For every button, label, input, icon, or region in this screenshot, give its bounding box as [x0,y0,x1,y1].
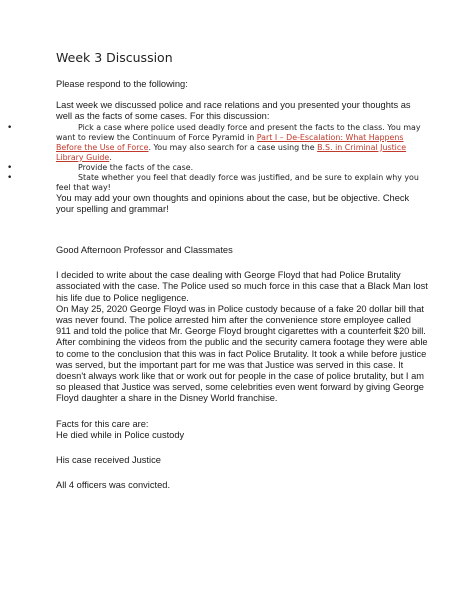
instruction-list [7,122,428,193]
bullet-icon: • [7,162,13,173]
prompt-text: Last week we discussed police and race relations and you presented your thoughts as well as the facts of some cases. For this discussion: [56,100,411,122]
library-guide-link[interactable]: B.S. in Criminal Justice Library Guide [56,142,407,162]
fact-item: He died while in Police custody [56,429,185,440]
paragraph-intro: I decided to write about the case dealing with George Floyd that had Police Brutality associated with the case. The Police used so much force in this case that a Black Man lost his life due to Police negligence. [56,270,428,303]
closing-instruction: You may add your own thoughts and opinions about the case, but be objective. Check your spelling and grammar! [56,192,410,214]
list-item: • State whether you feel that deadly force was justified, and be sure to explain why you feel that way! [7,172,419,192]
bullet-icon: • [7,122,13,133]
paragraph-facts: On May 25, 2020 George Floyd was in Police custody because of a fake 20 dollar bill that was never found. The police arrested him after the convenience store employee called 911 and told the police that Mr. George Floyd brought cigarettes with a counterfeit $20 bill. After combining the videos from the public and the security camera footage they were able to come to the conclusion that this was in fact Police Brutality. It took a while before justice was served, but the important part for me was that Justice was served in this case. It doesn't always work like that or work out for people in the case of police brutality, but I am so pleased that Justice was served, some celebrities even went forward by giving George Floyd daughter a share in the Disney World franchise. [56,303,428,404]
intro-text: Please respond to the following: [56,79,188,89]
list-item: • Pick a case where police used deadly force and present the facts to the class. You may want to review the Continuum of Force Pyramid in Part I – De-Escalation: What Happens Before the Use of Force. You may also search for a case using the B.S. in Criminal Justice Library Guide. [7,122,421,162]
list-item: • Provide the facts of the case. [7,162,194,173]
fact-item: All 4 officers was convicted. [56,480,171,491]
bullet-icon: • [7,172,13,183]
page-title: Week 3 Discussion [56,50,173,65]
facts-heading: Facts for this care are: [56,418,149,429]
de-escalation-link[interactable]: Part I – De-Escalation: What Happens Before the Use of Force [56,132,404,152]
greeting: Good Afternoon Professor and Classmates [56,245,233,256]
document-page [7,50,428,491]
fact-item: His case received Justice [56,455,161,466]
